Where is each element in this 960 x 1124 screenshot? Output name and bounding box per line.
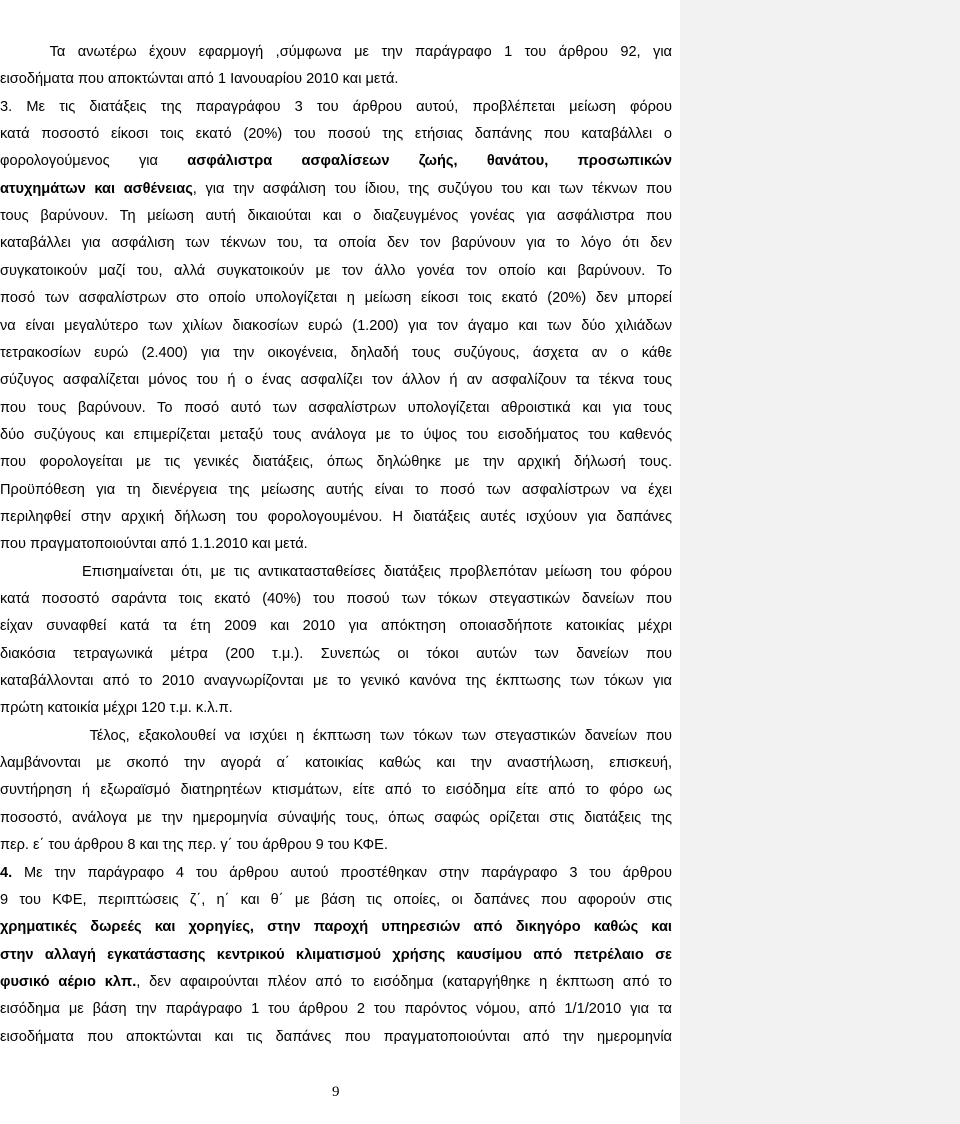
text-line: εισόδημα με βάση την παράγραφο 1 του άρθρου 2 του παρόντος νόμου, από 1/1/2010 για τα	[0, 1001, 672, 1018]
text-line: καταβάλλει για ασφάλιση των τέκνων του, τα οποία δεν τον βαρύνουν για το λόγο ότι δεν	[0, 235, 672, 252]
text-line: συγκατοικούν μαζί του, αλλά συγκατοικούν με τον άλλο γονέα τον οποίο και βαρύνουν. Το	[0, 262, 672, 279]
text-line: Προϋπόθεση για τη διενέργεια της μείωσης αυτής είναι το ποσό των ασφαλίστρων να έχει	[0, 481, 672, 498]
text-line: διακόσια τετραγωνικά μέτρα (200 τ.μ.). Συνεπώς οι τόκοι αυτών των δανείων που	[0, 645, 672, 662]
text-line: 3. Με τις διατάξεις της παραγράφου 3 του άρθρου αυτού, προβλέπεται μείωση φόρου	[0, 98, 672, 115]
text-line: Επισημαίνεται ότι, με τις αντικατασταθείσες διατάξεις προβλεπόταν μείωση του φόρου	[0, 563, 672, 580]
text-line: που φορολογείται με τις γενικές διατάξεις, όπως δηλώθηκε με την αρχική δήλωσή τους.	[0, 454, 672, 471]
text-line: Τέλος, εξακολουθεί να ισχύει η έκπτωση των τόκων των στεγαστικών δανείων που	[0, 727, 672, 744]
text-line: πρώτη κατοικία μέχρι 120 τ.μ. κ.λ.π.	[0, 700, 233, 717]
text-line: ποσοστό, ανάλογα με την ημερομηνία σύναψής τους, όπως σαφώς ορίζεται στις διατάξεις της	[0, 809, 672, 826]
text-line: 4. Με την παράγραφο 4 του άρθρου αυτού προστέθηκαν στην παράγραφο 3 του άρθρου	[0, 864, 672, 881]
text-line: λαμβάνονται με σκοπό την αγορά α΄ κατοικίας καθώς και την αναστήλωση, επισκευή,	[0, 755, 672, 772]
text-line: είχαν συναφθεί κατά τα έτη 2009 και 2010 για απόκτηση οποιασδήποτε κατοικίας μέχρι	[0, 618, 672, 635]
text-line: εισοδήματα που αποκτώνται και τις δαπάνες που πραγματοποιούνται από την ημερομηνία	[0, 1028, 672, 1045]
text-line: φορολογούμενος για ασφάλιστρα ασφαλίσεων ζωής, θανάτου, προσωπικών	[0, 153, 672, 170]
text-line: περ. ε΄ του άρθρου 8 και της περ. γ΄ του άρθρου 9 του ΚΦΕ.	[0, 837, 388, 854]
page-number: 9	[332, 1084, 340, 1100]
text-line: που πραγματοποιούνται από 1.1.2010 και μετά.	[0, 536, 308, 553]
text-line: 9 του ΚΦΕ, περιπτώσεις ζ΄, η΄ και θ΄ με βάση τις οποίες, οι δαπάνες που αφορούν στις	[0, 891, 672, 908]
text-line: ατυχημάτων και ασθένειας, για την ασφάλιση του ίδιου, της συζύγου του και των τέκνων που	[0, 180, 673, 197]
text-line: που τους βαρύνουν. Το ποσό αυτό των ασφαλίστρων υπολογίζεται αθροιστικά και για τους	[0, 399, 672, 416]
text-line: σύζυγος ασφαλίζεται μόνος του ή ο ένας ασφαλίζει τον άλλον ή αν ασφαλίζουν τα τέκνα τους	[0, 372, 672, 389]
text-line: δύο συζύγους και επιμερίζεται μεταξύ τους ανάλογα με το ύψος του εισοδήματος του καθενός	[0, 426, 672, 443]
text-line: τετρακοσίων ευρώ (2.400) για την οικογένεια, δηλαδή τους συζύγους, άσχετα αν ο κάθε	[0, 344, 672, 361]
text-line: χρηματικές δωρεές και χορηγίες, στην παροχή υπηρεσιών από δικηγόρο καθώς και	[0, 919, 672, 936]
text-line: εισοδήματα που αποκτώνται από 1 Ιανουαρίου 2010 και μετά.	[0, 71, 399, 88]
text-line: να είναι μεγαλύτερο των χιλίων διακοσίων ευρώ (1.200) για τον άγαμο και των δύο χιλιάδων	[0, 317, 672, 334]
text-line: καταβάλλονται από το 2010 αναγνωρίζονται με το γενικό κανόνα της έκπτωσης των τόκων για	[0, 673, 672, 690]
text-line: περιληφθεί στην αρχική δήλωση του φορολογουμένου. Η διατάξεις αυτές ισχύουν για δαπάνες	[0, 508, 672, 525]
comment-margin-pane	[680, 0, 960, 1124]
text-line: φυσικό αέριο κλπ., δεν αφαιρούνται πλέον από το εισόδημα (καταργήθηκε η έκπτωση από το	[0, 973, 672, 990]
text-line: Τα ανωτέρω έχουν εφαρμογή ,σύμφωνα με την παράγραφο 1 του άρθρου 92, για	[0, 44, 672, 60]
text-line: συντήρηση ή εξωραϊσμό διατηρητέων κτισμάτων, είτε από το εισόδημα είτε από το φόρο ως	[0, 782, 672, 799]
text-line: στην αλλαγή εγκατάστασης κεντρικού κλιματισμού χρήσης καυσίμου από πετρέλαιο σε	[0, 946, 672, 963]
text-line: κατά ποσοστό σαράντα τοις εκατό (40%) του ποσού των τόκων στεγαστικών δανείων που	[0, 591, 672, 607]
text-line: κατά ποσοστό είκοσι τοις εκατό (20%) του ποσού της ετήσιας δαπάνης που καταβάλλει ο	[0, 126, 672, 143]
text-line: ποσό των ασφαλίστρων στο οποίο υπολογίζεται η μείωση είκοσι τοις εκατό (20%) δεν μπορεί	[0, 290, 672, 307]
text-line: τους βαρύνουν. Τη μείωση αυτή δικαιούται και ο διαζευγμένος γονέας για ασφάλιστρα που	[0, 208, 672, 225]
